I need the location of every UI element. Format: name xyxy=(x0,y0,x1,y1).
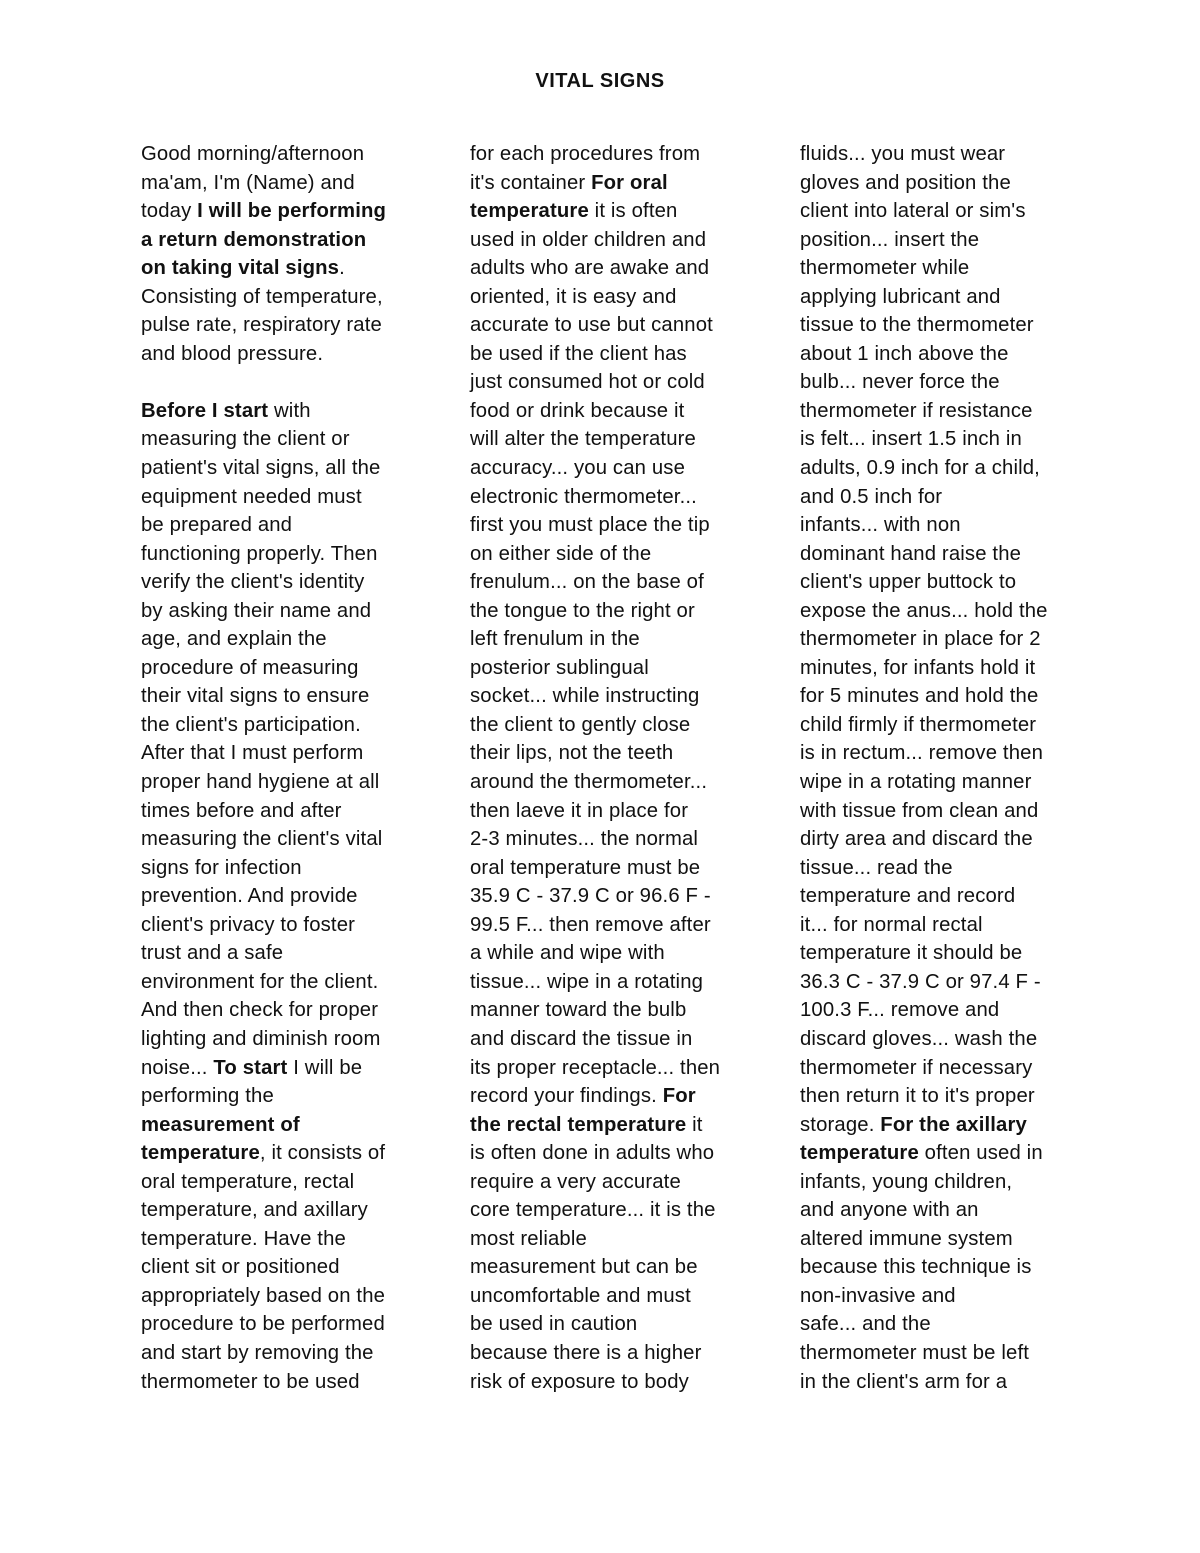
body-text: tissue... wipe in a rotating xyxy=(470,970,704,993)
body-text: socket... while instructing xyxy=(470,685,700,708)
text-line xyxy=(800,397,1100,426)
body-text: 2-3 minutes... the normal xyxy=(470,828,699,851)
body-text: the tongue to the right or xyxy=(470,599,695,622)
bold-text: For the axillary xyxy=(880,1113,1027,1136)
text-line xyxy=(470,1025,770,1054)
text-line xyxy=(141,939,441,968)
body-text: and 0.5 inch for xyxy=(800,485,943,508)
body-text: temperature and record xyxy=(800,885,1016,908)
text-line xyxy=(141,140,441,169)
body-text: adults who are awake and xyxy=(470,257,710,280)
body-text: client into lateral or sim's xyxy=(800,200,1026,223)
body-text: and blood pressure. xyxy=(141,342,324,365)
text-line xyxy=(800,654,1100,683)
text-line xyxy=(470,254,770,283)
text-line xyxy=(141,1225,441,1254)
body-text: client's privacy to foster xyxy=(141,913,356,936)
bold-text: To start xyxy=(213,1056,288,1079)
body-text: thermometer if resistance xyxy=(800,399,1033,422)
text-line xyxy=(141,483,441,512)
body-text: is felt... insert 1.5 inch in xyxy=(800,428,1022,451)
body-text: measuring the client's vital xyxy=(141,828,383,851)
text-column-3 xyxy=(800,140,1100,1396)
text-line xyxy=(800,283,1100,312)
text-line xyxy=(800,1082,1100,1111)
text-line xyxy=(470,340,770,369)
body-text: minutes, for infants hold it xyxy=(800,656,1036,679)
text-line xyxy=(470,597,770,626)
body-text: risk of exposure to body xyxy=(470,1370,689,1393)
body-text: on either side of the xyxy=(470,542,652,565)
text-line xyxy=(800,1111,1100,1140)
text-line xyxy=(800,768,1100,797)
body-text: non-invasive and xyxy=(800,1284,956,1307)
text-line xyxy=(800,311,1100,340)
body-text: age, and explain the xyxy=(141,628,327,651)
text-line xyxy=(800,996,1100,1025)
body-text: posterior sublingual xyxy=(470,656,649,679)
body-text: will alter the temperature xyxy=(470,428,696,451)
body-text: its proper receptacle... then xyxy=(470,1056,721,1079)
text-line xyxy=(141,797,441,826)
text-line xyxy=(141,425,441,454)
text-line xyxy=(141,1082,441,1111)
body-text: ma'am, I'm (Name) and xyxy=(141,171,355,194)
body-text: 35.9 C - 37.9 C or 96.6 F - xyxy=(470,885,711,908)
text-line xyxy=(470,739,770,768)
text-line xyxy=(141,397,441,426)
body-text: bulb... never force the xyxy=(800,371,1000,394)
text-line xyxy=(141,1168,441,1197)
text-line xyxy=(800,368,1100,397)
bold-text: on taking vital signs xyxy=(141,257,340,280)
body-text: be used in caution xyxy=(470,1313,638,1336)
text-line xyxy=(470,882,770,911)
bold-text: temperature xyxy=(800,1142,919,1165)
text-line xyxy=(141,1111,441,1140)
text-line xyxy=(470,1168,770,1197)
text-line xyxy=(470,368,770,397)
body-text: times before and after xyxy=(141,799,342,822)
text-line xyxy=(470,140,770,169)
text-line xyxy=(470,1196,770,1225)
body-text: with xyxy=(268,399,311,422)
body-text: environment for the client. xyxy=(141,970,379,993)
text-line xyxy=(141,597,441,626)
text-line xyxy=(141,682,441,711)
body-text: record your findings. xyxy=(470,1085,663,1108)
text-line xyxy=(141,283,441,312)
text-line xyxy=(800,511,1100,540)
body-text: equipment needed must xyxy=(141,485,362,508)
body-text: temperature. Have the xyxy=(141,1227,346,1250)
body-text: 100.3 F... remove and xyxy=(800,999,1000,1022)
body-text: and discard the tissue in xyxy=(470,1027,693,1050)
body-text: thermometer while xyxy=(800,257,970,280)
body-text: oral temperature must be xyxy=(470,856,701,879)
bold-text: measurement of xyxy=(141,1113,300,1136)
text-line xyxy=(800,739,1100,768)
body-text: 36.3 C - 37.9 C or 97.4 F - xyxy=(800,970,1041,993)
text-line xyxy=(141,1339,441,1368)
text-line xyxy=(141,540,441,569)
text-line xyxy=(470,625,770,654)
bold-text: temperature xyxy=(470,200,589,223)
body-text: today xyxy=(141,200,198,223)
text-line xyxy=(800,140,1100,169)
text-line xyxy=(800,254,1100,283)
text-line xyxy=(470,911,770,940)
bold-text: temperature xyxy=(141,1142,260,1165)
text-line xyxy=(800,425,1100,454)
text-line xyxy=(141,968,441,997)
body-text: most reliable xyxy=(470,1227,587,1250)
text-line xyxy=(470,1339,770,1368)
text-line xyxy=(470,1282,770,1311)
text-column-1 xyxy=(141,140,441,1396)
text-line xyxy=(470,1310,770,1339)
text-line xyxy=(470,454,770,483)
body-text: their vital signs to ensure xyxy=(141,685,370,708)
bold-text: I will be performing xyxy=(197,200,387,223)
body-text: food or drink because it xyxy=(470,399,685,422)
body-text: accuracy... you can use xyxy=(470,457,686,480)
body-text: client's upper buttock to xyxy=(800,571,1017,594)
text-line xyxy=(800,568,1100,597)
body-text: tissue... read the xyxy=(800,856,953,879)
body-text: child firmly if thermometer xyxy=(800,713,1037,736)
text-line xyxy=(800,882,1100,911)
body-text: I will be xyxy=(287,1056,363,1079)
text-line xyxy=(470,996,770,1025)
body-text: client sit or positioned xyxy=(141,1256,340,1279)
text-line xyxy=(470,1225,770,1254)
text-line xyxy=(141,654,441,683)
text-line xyxy=(800,968,1100,997)
body-text: patient's vital signs, all the xyxy=(141,457,381,480)
text-line xyxy=(800,1282,1100,1311)
body-text: the client's participation. xyxy=(141,713,361,736)
text-line xyxy=(141,739,441,768)
text-line xyxy=(141,568,441,597)
body-text: be prepared and xyxy=(141,514,293,537)
text-line xyxy=(800,540,1100,569)
body-text: left frenulum in the xyxy=(470,628,640,651)
body-text: dominant hand raise the xyxy=(800,542,1022,565)
body-text: trust and a safe xyxy=(141,942,284,965)
body-text: it xyxy=(686,1113,703,1136)
text-line xyxy=(800,1054,1100,1083)
text-line xyxy=(800,226,1100,255)
text-line xyxy=(800,1368,1100,1397)
body-text: around the thermometer... xyxy=(470,771,708,794)
text-line xyxy=(141,825,441,854)
body-text: discard gloves... wash the xyxy=(800,1027,1038,1050)
text-line xyxy=(470,169,770,198)
text-line xyxy=(141,226,441,255)
body-text: expose the anus... hold the xyxy=(800,599,1048,622)
text-line xyxy=(470,1111,770,1140)
page-title: VITAL SIGNS xyxy=(535,70,665,92)
body-text: performing the xyxy=(141,1085,274,1108)
body-text: accurate to use but cannot xyxy=(470,314,713,337)
body-text: position... insert the xyxy=(800,228,980,251)
text-line xyxy=(141,311,441,340)
body-text: prevention. And provide xyxy=(141,885,358,908)
text-line xyxy=(470,197,770,226)
body-text: oral temperature, rectal xyxy=(141,1170,355,1193)
body-text: After that I must perform xyxy=(141,742,364,765)
text-line xyxy=(800,1139,1100,1168)
text-line xyxy=(800,169,1100,198)
text-line xyxy=(800,1196,1100,1225)
body-text: measurement but can be xyxy=(470,1256,698,1279)
body-text: about 1 inch above the xyxy=(800,342,1009,365)
text-column-2 xyxy=(470,140,770,1396)
body-text: Consisting of temperature, xyxy=(141,285,383,308)
body-text: applying lubricant and xyxy=(800,285,1001,308)
text-line xyxy=(470,283,770,312)
text-line xyxy=(141,169,441,198)
text-line xyxy=(800,340,1100,369)
text-line xyxy=(141,854,441,883)
body-text: thermometer in place for 2 xyxy=(800,628,1041,651)
body-text: temperature, and axillary xyxy=(141,1199,368,1222)
bold-text: For xyxy=(662,1085,696,1108)
text-line xyxy=(141,254,441,283)
body-text: their lips, not the teeth xyxy=(470,742,674,765)
body-text: often used in xyxy=(918,1142,1043,1165)
text-line xyxy=(800,1225,1100,1254)
body-text: for each procedures from xyxy=(470,143,701,165)
text-line xyxy=(800,911,1100,940)
text-line xyxy=(470,1253,770,1282)
body-text: then laeve it in place for xyxy=(470,799,689,822)
body-text: . xyxy=(339,257,345,280)
text-line xyxy=(141,1310,441,1339)
text-line xyxy=(800,625,1100,654)
text-line xyxy=(470,654,770,683)
text-line xyxy=(470,511,770,540)
text-line xyxy=(800,597,1100,626)
text-line xyxy=(141,1253,441,1282)
body-text: procedure to be performed xyxy=(141,1313,385,1336)
body-text: manner toward the bulb xyxy=(470,999,687,1022)
body-text: verify the client's identity xyxy=(141,571,365,594)
text-line xyxy=(470,568,770,597)
text-line xyxy=(141,454,441,483)
text-line xyxy=(800,1025,1100,1054)
body-text: thermometer to be used xyxy=(141,1370,360,1393)
body-text: with tissue from clean and xyxy=(800,799,1039,822)
body-text: noise... xyxy=(141,1056,214,1079)
text-line xyxy=(470,311,770,340)
text-line xyxy=(470,768,770,797)
body-text: and start by removing the xyxy=(141,1341,374,1364)
body-text: then return it to it's proper xyxy=(800,1085,1035,1108)
text-line xyxy=(141,768,441,797)
body-text: core temperature... it is the xyxy=(470,1199,716,1222)
body-text: it... for normal rectal xyxy=(800,913,983,936)
body-text: electronic thermometer... xyxy=(470,485,697,508)
body-text: is in rectum... remove then xyxy=(800,742,1044,765)
text-line xyxy=(141,197,441,226)
body-text: it's container xyxy=(470,171,592,194)
body-text: tissue to the thermometer xyxy=(800,314,1034,337)
text-line xyxy=(800,682,1100,711)
text-line xyxy=(800,454,1100,483)
text-line xyxy=(141,1139,441,1168)
bold-text: the rectal temperature xyxy=(470,1113,687,1136)
text-line xyxy=(470,226,770,255)
text-line xyxy=(141,625,441,654)
text-line xyxy=(470,682,770,711)
body-text: frenulum... on the base of xyxy=(470,571,704,594)
text-line xyxy=(470,711,770,740)
text-line xyxy=(800,939,1100,968)
body-text: procedure of measuring xyxy=(141,656,359,679)
text-line xyxy=(800,854,1100,883)
body-text: storage. xyxy=(800,1113,881,1136)
body-text: , it consists of xyxy=(259,1142,386,1165)
text-line xyxy=(800,825,1100,854)
bold-text: a return demonstration xyxy=(141,228,367,251)
body-text: uncomfortable and must xyxy=(470,1284,691,1307)
body-text: just consumed hot or cold xyxy=(470,371,705,394)
bold-text: Before I start xyxy=(141,399,269,422)
text-line xyxy=(800,1310,1100,1339)
text-line xyxy=(141,1054,441,1083)
text-line xyxy=(470,968,770,997)
text-line xyxy=(141,1196,441,1225)
body-text: proper hand hygiene at all xyxy=(141,771,380,794)
body-text: require a very accurate xyxy=(470,1170,681,1193)
body-text: thermometer if necessary xyxy=(800,1056,1033,1079)
text-line xyxy=(141,996,441,1025)
body-text: functioning properly. Then xyxy=(141,542,378,565)
body-text: safe... and the xyxy=(800,1313,931,1336)
body-text: by asking their name and xyxy=(141,599,372,622)
body-text: And then check for proper xyxy=(141,999,379,1022)
body-text: thermometer must be left xyxy=(800,1341,1030,1364)
body-text: appropriately based on the xyxy=(141,1284,386,1307)
text-line xyxy=(141,711,441,740)
body-text: is often done in adults who xyxy=(470,1142,715,1165)
text-line xyxy=(141,511,441,540)
text-line xyxy=(800,797,1100,826)
body-text: infants, young children, xyxy=(800,1170,1013,1193)
body-text: measuring the client or xyxy=(141,428,350,451)
body-text: altered immune system xyxy=(800,1227,1013,1250)
text-line xyxy=(470,939,770,968)
body-text: used in older children and xyxy=(470,228,707,251)
text-line xyxy=(141,1368,441,1397)
text-line xyxy=(141,911,441,940)
text-line xyxy=(141,1025,441,1054)
body-text: because this technique is xyxy=(800,1256,1032,1279)
body-text: fluids... you must wear xyxy=(800,143,1006,165)
body-text: be used if the client has xyxy=(470,342,687,365)
text-line xyxy=(141,340,441,369)
body-text: and anyone with an xyxy=(800,1199,979,1222)
text-line xyxy=(470,1054,770,1083)
text-line xyxy=(141,368,441,397)
body-text: signs for infection xyxy=(141,856,302,879)
text-line xyxy=(470,425,770,454)
body-text: adults, 0.9 inch for a child, xyxy=(800,457,1040,480)
text-line xyxy=(470,483,770,512)
text-line xyxy=(470,1082,770,1111)
text-line xyxy=(800,1253,1100,1282)
body-text: 99.5 F... then remove after xyxy=(470,913,711,936)
body-text: pulse rate, respiratory rate xyxy=(141,314,382,337)
bold-text: For oral xyxy=(591,171,668,194)
body-text: lighting and diminish room xyxy=(141,1027,381,1050)
text-line xyxy=(800,1168,1100,1197)
text-line xyxy=(141,882,441,911)
text-line xyxy=(800,197,1100,226)
body-text: gloves and position the xyxy=(800,171,1011,194)
body-text: wipe in a rotating manner xyxy=(800,771,1032,794)
body-text: infants... with non xyxy=(800,514,961,537)
text-line xyxy=(800,711,1100,740)
body-text: oriented, it is easy and xyxy=(470,285,677,308)
text-line xyxy=(800,483,1100,512)
text-line xyxy=(470,1368,770,1397)
body-text: because there is a higher xyxy=(470,1341,702,1364)
text-line xyxy=(470,540,770,569)
text-line xyxy=(470,825,770,854)
body-text: temperature it should be xyxy=(800,942,1023,965)
text-line xyxy=(470,397,770,426)
body-text: it is often xyxy=(588,200,678,223)
body-text: dirty area and discard the xyxy=(800,828,1033,851)
text-line xyxy=(800,1339,1100,1368)
body-text: a while and wipe with xyxy=(470,942,665,965)
text-line xyxy=(470,797,770,826)
text-line xyxy=(470,854,770,883)
body-text: in the client's arm for a xyxy=(800,1370,1008,1393)
body-text: for 5 minutes and hold the xyxy=(800,685,1039,708)
body-text: Good morning/afternoon xyxy=(141,143,365,165)
text-line xyxy=(141,1282,441,1311)
body-text: the client to gently close xyxy=(470,713,691,736)
text-line xyxy=(470,1139,770,1168)
body-text: first you must place the tip xyxy=(470,514,710,537)
